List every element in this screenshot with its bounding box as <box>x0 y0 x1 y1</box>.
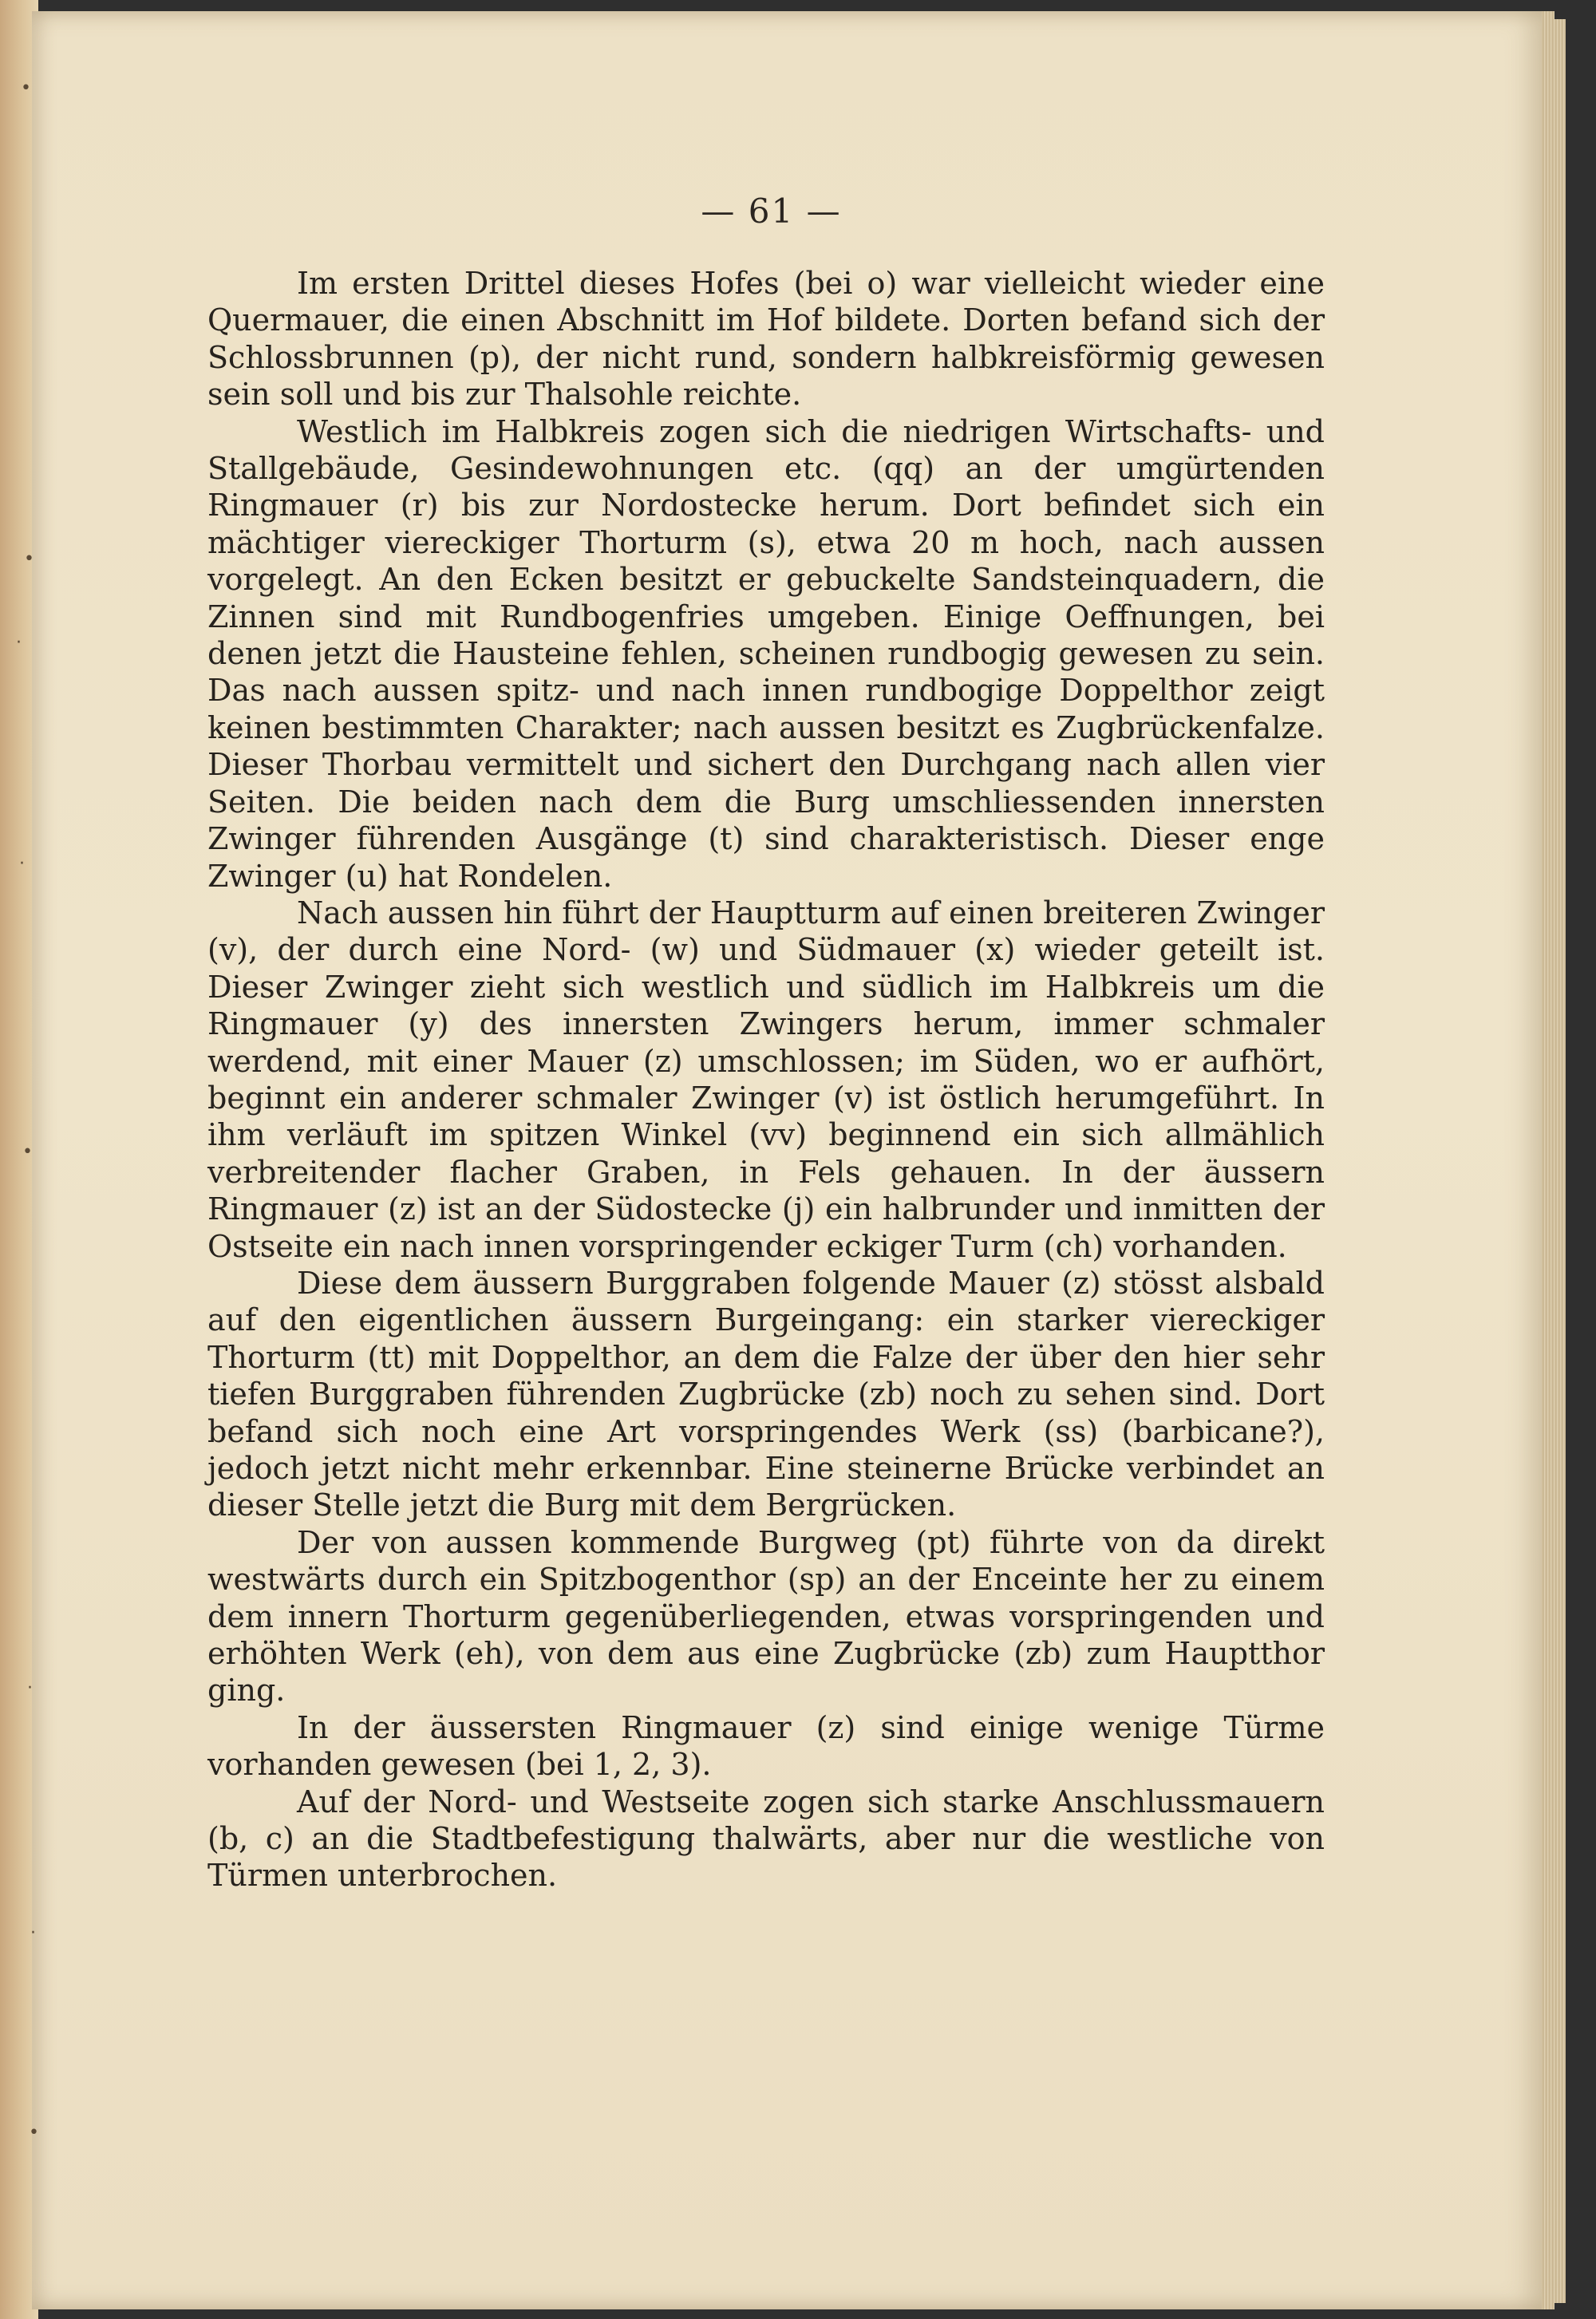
body-text <box>207 265 1325 1894</box>
ink-speck: · <box>16 633 22 653</box>
paragraph: Nach aussen hin führt der Hauptturm auf einen breiteren Zwinger (v), der durch eine Nord- (w) und Südmauer (x) wieder geteilt ist. Dieser Zwinger zieht sich westlich und südlich im Halbkreis um die Ringmauer (y) des innersten Zwingers herum, immer schmaler werdend, mit einer Mauer (z) umschlossen; im Süden, wo er aufhört, beginnt ein anderer schmaler Zwinger (v) ist östlich herumgeführt. In ihm verläuft im spitzen Winkel (vv) beginnend ein sich allmählich verbreitender flacher Graben, in Fels gehauen. In der äussern Ringmauer (z) ist an der Südostecke (j) ein halbrunder und inmitten der Ostseite ein nach innen vorspringender eckiger Turm (ch) vorhanden. <box>207 895 1325 1264</box>
paragraph: Im ersten Drittel dieses Hofes (bei o) war vielleicht wieder eine Quermauer, die einen Abschnitt im Hof bildete. Dorten befand sich der Schlossbrunnen (p), der nicht rund, sondern halbkreisförmig gewesen sein soll und bis zur Thalsohle reichte. <box>207 266 1325 413</box>
ink-speck: • <box>21 78 31 98</box>
paragraph: Der von aussen kommende Burgweg (pt) führte von da direkt westwärts durch ein Spitzbogenthor (sp) an der Enceinte her zu einem dem innern Thorturm gegenüberliegenden, etwas vorspringenden und erhöhten Werk (eh), von dem aus eine Zugbrücke (zb) zum Hauptthor ging. <box>207 1524 1325 1709</box>
paragraph: In der äussersten Ringmauer (z) sind einige wenige Türme vorhanden gewesen (bei 1, 2, 3). <box>207 1709 1325 1783</box>
ink-speck: • <box>22 1142 33 1162</box>
ink-speck: · <box>30 1923 36 1943</box>
page-edges <box>1542 11 1555 2309</box>
paragraph: Diese dem äussern Burggraben folgende Mauer (z) stösst alsbald auf den eigentlichen äussern Burgeingang: ein starker viereckiger Thorturm (tt) mit Doppelthor, an dem die Falze der über den hier sehr tiefen Burggraben führenden Zugbrücke (zb) noch zu sehen sind. Dort befand sich noch eine Art vorspringendes Werk (ss) (barbicane?), jedoch jetzt nicht mehr erkennbar. Eine steinerne Brücke verbindet an dieser Stelle jetzt die Burg mit dem Bergrücken. <box>207 1265 1325 1523</box>
ink-speck: • <box>24 549 34 569</box>
page-number: — 61 — <box>701 192 842 231</box>
paragraph: Westlich im Halbkreis zogen sich die niedrigen Wirtschafts- und Stallgebäude, Gesindewohnungen etc. (qq) an der umgürtenden Ringmauer (r) bis zur Nordostecke herum. Dort befindet sich ein mächtiger viereckiger Thorturm (s), etwa 20 m hoch, nach aussen vorgelegt. An den Ecken besitzt er gebuckelte Sandsteinquadern, die Zinnen sind mit Rundbogenfries umgeben. Einige Oeffnungen, bei denen jetzt die Hausteine fehlen, scheinen rundbogig gewesen zu sein. Das nach aussen spitz- und nach innen rundbogige Doppelthor zeigt keinen bestimmten Charakter; nach aussen besitzt es Zugbrückenfalze. Dieser Thorbau vermittelt und sichert den Durchgang nach allen vier Seiten. Die beiden nach dem die Burg umschliessenden innersten Zwinger führenden Ausgänge (t) sind charakteristisch. Dieser enge Zwinger (u) hat Rondelen. <box>207 413 1325 894</box>
ink-speck: • <box>29 2123 39 2143</box>
page-edges-back <box>1555 19 1566 2303</box>
ink-speck: · <box>19 854 25 874</box>
margin-blemishes <box>13 0 61 2319</box>
paragraph: Auf der Nord- und Westseite zogen sich starke Anschlussmauern (b, c) an die Stadtbefestigung thalwärts, aber nur die westliche von Türmen unterbrochen. <box>207 1784 1325 1894</box>
ink-speck: · <box>27 1678 33 1698</box>
